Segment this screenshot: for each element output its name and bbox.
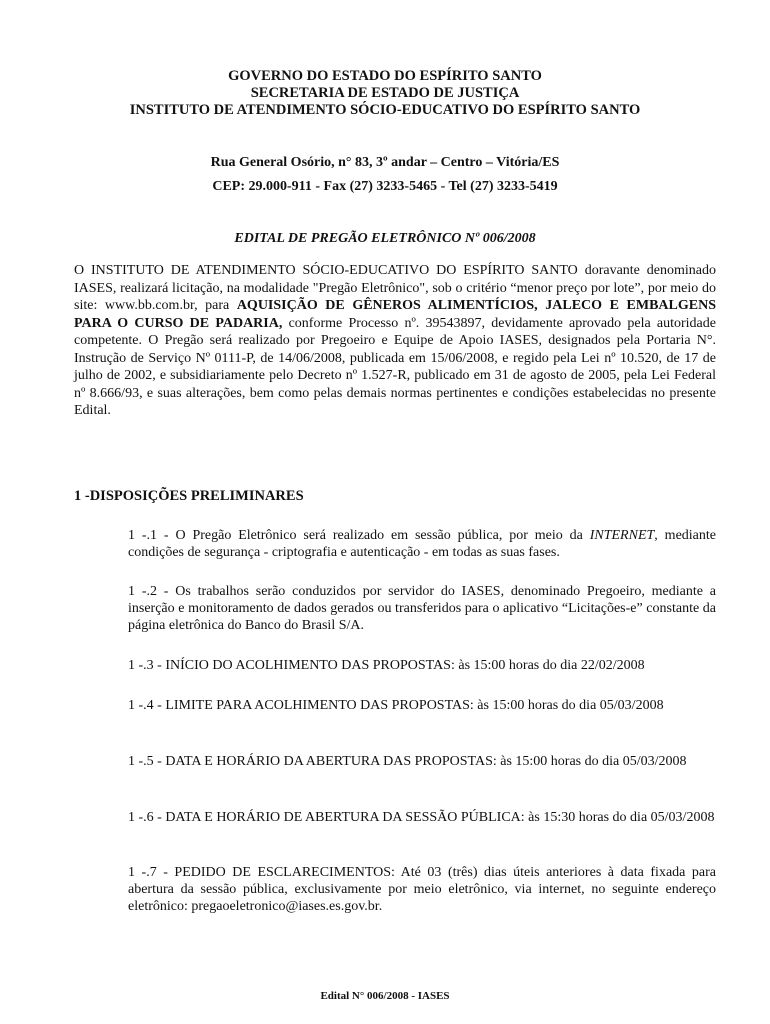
letterhead-institute: INSTITUTO DE ATENDIMENTO SÓCIO-EDUCATIVO DO ESPÍRITO SANTO <box>129 102 641 118</box>
item7-text-b: . <box>378 899 383 914</box>
section-item-1 <box>128 527 716 561</box>
section-item-5: 1 -.5 - DATA E HORÁRIO DA ABERTURA DAS PROPOSTAS: às 15:00 horas do dia 05/03/2008 <box>128 754 687 769</box>
edital-title: EDITAL DE PREGÃO ELETRÔNICO Nº 006/2008 <box>234 231 536 246</box>
section-item-6: 1 -.6 - DATA E HORÁRIO DE ABERTURA DA SESSÃO PÚBLICA: às 15:30 horas do dia 05/03/2008 <box>128 810 715 825</box>
intro-text-2: , para <box>194 298 237 313</box>
address-line: Rua General Osório, n° 83, 3º andar – Centro – Vitória/ES <box>210 155 560 170</box>
item7-text-a: 1 -.7 - PEDIDO DE ESCLARECIMENTOS: Até 03 (três) dias úteis anteriores à data fixada para abertura da sessão pública, exclusivamente por meio eletrônico, via internet, no seguinte endereço eletrônico: <box>128 865 716 914</box>
page-footer: Edital N° 006/2008 - IASES <box>320 990 450 1002</box>
item1-text-b: , mediante condições de segurança - criptografia e autenticação - em todas as suas fases. <box>128 528 716 560</box>
section-item-7 <box>128 864 716 915</box>
intro-text-3: conforme Processo nº. 39543897, devidamente aprovado pela autoridade competente. O Pregão será realizado por Pregoeiro e Equipe de Apoio IASES, designados pela Portaria N°. Instrução de Serviço Nº 0111-P, de 14/06/2008, publicada em 15/06/2008, e regido pela Lei nº 10.520, de 17 de julho de 2002, e subsidiariamente pelo Decreto nº 1.527-R, publicado em 31 de agosto de 2005, pela Lei Federal nº 8.666/93, e suas alterações, bem como pelas demais normas pertinentes e condições estabelecidas no presente Edital. <box>74 315 716 418</box>
email-link[interactable]: pregaoeletronico@iases.es.gov.br <box>191 899 379 914</box>
item1-text-a: 1 -.1 - O Pregão Eletrônico será realizado em sessão pública, por meio da <box>128 528 590 543</box>
section-item-2: 1 -.2 - Os trabalhos serão conduzidos por servidor do IASES, denominado Pregoeiro, mediante a inserção e monitoramento de dados gerados ou transferidos para o aplicativo “Licitações-e” constante da página eletrônica do Banco do Brasil S/A. <box>128 584 716 633</box>
intro-text-1: O INSTITUTO DE ATENDIMENTO SÓCIO-EDUCATIVO DO ESPÍRITO SANTO doravante denominado IASES, realizará licitação, na modalidade "Pregão Eletrônico", sob o critério “menor preço por lote”, por meio do site: <box>74 263 716 313</box>
letterhead-government: GOVERNO DO ESTADO DO ESPÍRITO SANTO <box>228 68 542 84</box>
site-link[interactable]: www.bb.com.br <box>104 298 195 313</box>
section-item-4: 1 -.4 - LIMITE PARA ACOLHIMENTO DAS PROPOSTAS: às 15:00 horas do dia 05/03/2008 <box>128 698 664 713</box>
intro-object-bold: AQUISIÇÃO DE GÊNEROS ALIMENTÍCIOS, JALECO E EMBALGENS PARA O CURSO DE PADARIA, <box>74 298 716 331</box>
contact-line: CEP: 29.000-911 - Fax (27) 3233-5465 - Tel (27) 3233-5419 <box>212 179 558 194</box>
letterhead-secretariat: SECRETARIA DE ESTADO DE JUSTIÇA <box>250 85 520 101</box>
intro-paragraph <box>74 262 716 420</box>
section-item-3: 1 -.3 - INÍCIO DO ACOLHIMENTO DAS PROPOSTAS: às 15:00 horas do dia 22/02/2008 <box>128 658 645 673</box>
section-title: 1 -DISPOSIÇÕES PRELIMINARES <box>74 488 304 504</box>
letterhead <box>0 68 770 119</box>
item1-internet: INTERNET <box>589 528 655 543</box>
